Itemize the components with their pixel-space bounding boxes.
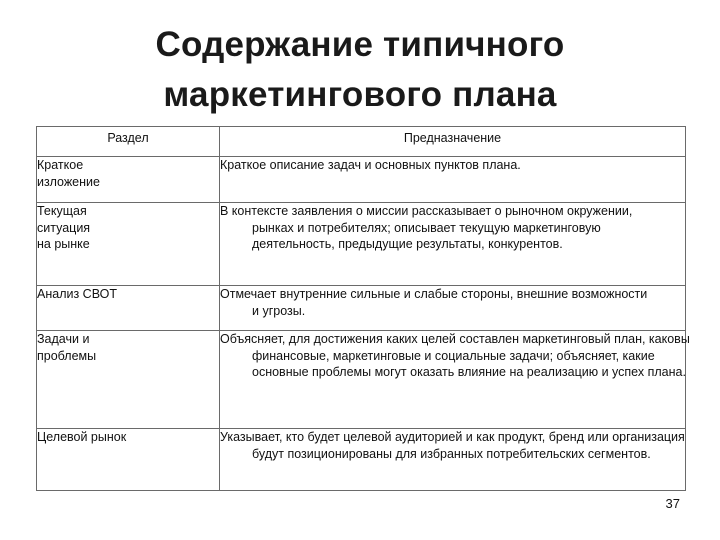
column-header-section: Раздел <box>37 127 220 157</box>
section-cell <box>37 157 220 203</box>
purpose-cell <box>220 429 686 491</box>
table-row <box>37 429 686 491</box>
purpose-cell <box>220 203 686 286</box>
section-text: Анализ СВОТ <box>37 287 117 301</box>
page-number: 37 <box>665 496 680 511</box>
section-cell <box>37 286 220 331</box>
purpose-text: Отмечает внутренние сильные и слабые стороны, внешние возможности и угрозы. <box>220 287 648 318</box>
purpose-cell <box>220 331 690 429</box>
slide-title-line-2: маркетингового плана <box>163 75 557 114</box>
purpose-text: Указывает, кто будет целевой аудиторией и как продукт, бренд или организация будут позиционированы для избранных потребительских сегментов. <box>220 430 685 461</box>
purpose-cell <box>220 286 686 331</box>
section-text: Целевой рынок <box>37 430 127 444</box>
section-text: Задачи и проблемы <box>37 332 97 363</box>
purpose-cell <box>220 157 686 203</box>
section-cell <box>37 203 220 286</box>
table-row <box>37 157 686 203</box>
purpose-text: Объясняет, для достижения каких целей составлен маркетинговый план, каковы финансовые, маркетинговые и социальные задачи; объясняет, какие основные проблемы могут оказать влияние на реализацию и успех плана. <box>220 332 690 379</box>
slide-title-line-1: Содержание типичного <box>155 25 565 64</box>
table-header-row <box>37 127 686 157</box>
marketing-plan-table <box>36 126 690 491</box>
table-row <box>37 286 686 331</box>
table-row <box>37 203 686 286</box>
section-cell <box>37 331 220 429</box>
purpose-text: В контексте заявления о миссии рассказывает о рыночном окружении, рынках и потребителях; описывает текущую маркетинговую деятельность, предыдущие результаты, конкурентов. <box>220 204 633 251</box>
slide-title <box>0 20 720 120</box>
section-cell <box>37 429 220 491</box>
section-text: Текущая ситуация на рынке <box>37 204 91 251</box>
table-row <box>37 331 686 429</box>
column-header-purpose: Предназначение <box>220 127 686 157</box>
purpose-text: Краткое описание задач и основных пунктов плана. <box>220 158 521 172</box>
section-text: Краткое изложение <box>37 158 100 189</box>
